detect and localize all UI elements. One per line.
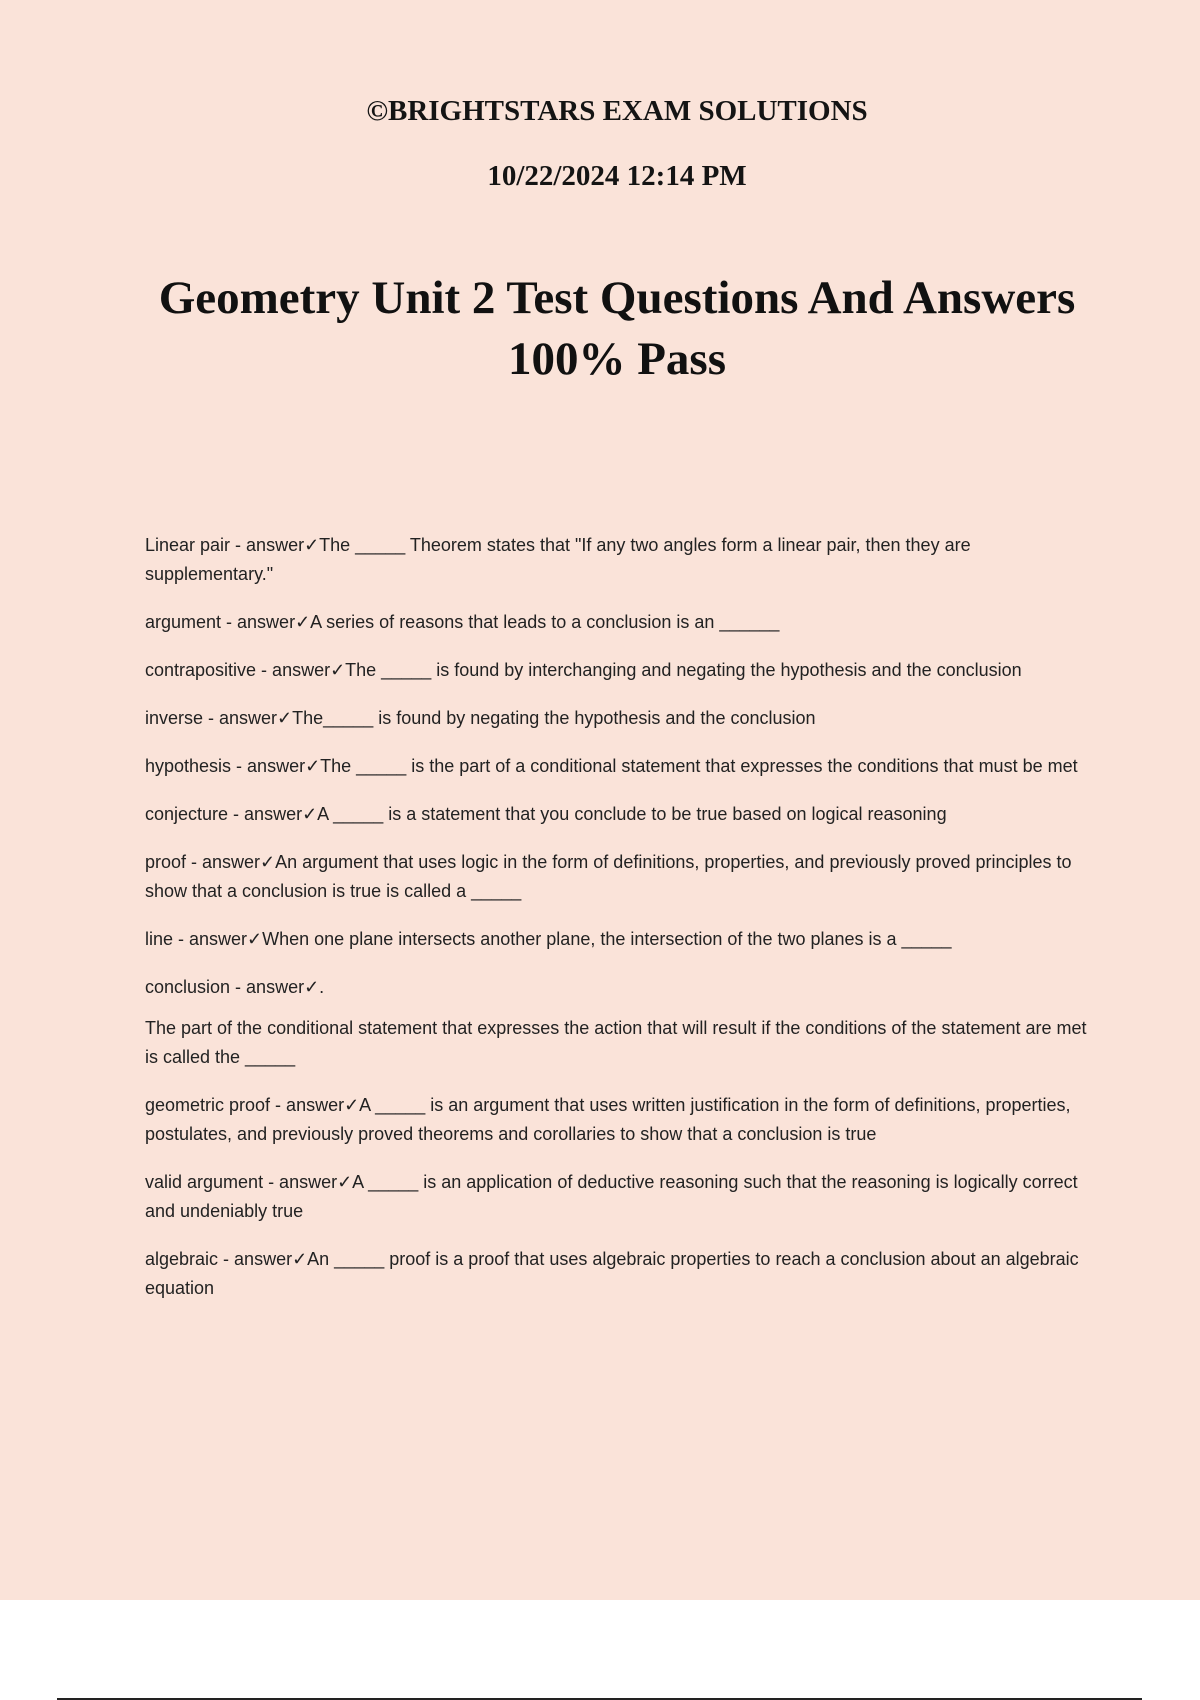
qa-item: contrapositive - answer✓The _____ is found by interchanging and negating the hypothesis and the conclusion [145, 660, 1022, 680]
qa-item: inverse - answer✓The_____ is found by negating the hypothesis and the conclusion [145, 708, 816, 728]
qa-item: line - answer✓When one plane intersects another plane, the intersection of the two planes is a _____ [145, 929, 952, 949]
qa-item: Linear pair - answer✓The _____ Theorem states that "If any two angles form a linear pair, then they are supplementary." [145, 535, 971, 584]
qa-list [145, 531, 1100, 1322]
document-title: Geometry Unit 2 Test Questions And Answers 100% Pass [158, 272, 1076, 385]
qa-item: algebraic - answer✓An _____ proof is a proof that uses algebraic properties to reach a conclusion about an algebraic equation [145, 1249, 1079, 1298]
qa-item: The part of the conditional statement that expresses the action that will result if the conditions of the statement are met is called the _____ [145, 1018, 1087, 1067]
qa-item: conclusion - answer✓. [145, 977, 325, 997]
qa-item: geometric proof - answer✓A _____ is an argument that uses written justification in the form of definitions, properties, postulates, and previously proved theorems and corollaries to show that a conclusion is true [145, 1095, 1071, 1144]
qa-item: conjecture - answer✓A _____ is a statement that you conclude to be true based on logical reasoning [145, 804, 947, 824]
publisher-header: ©BRIGHTSTARS EXAM SOLUTIONS [366, 95, 868, 127]
qa-item: hypothesis - answer✓The _____ is the part of a conditional statement that expresses the conditions that must be met [145, 756, 1078, 776]
qa-item: valid argument - answer✓A _____ is an application of deductive reasoning such that the reasoning is logically correct and undeniably true [145, 1172, 1078, 1221]
qa-item: argument - answer✓A series of reasons that leads to a conclusion is an ______ [145, 612, 780, 632]
qa-item: proof - answer✓An argument that uses logic in the form of definitions, properties, and previously proved principles to show that a conclusion is true is called a _____ [145, 852, 1072, 901]
document-timestamp: 10/22/2024 12:14 PM [487, 160, 747, 192]
